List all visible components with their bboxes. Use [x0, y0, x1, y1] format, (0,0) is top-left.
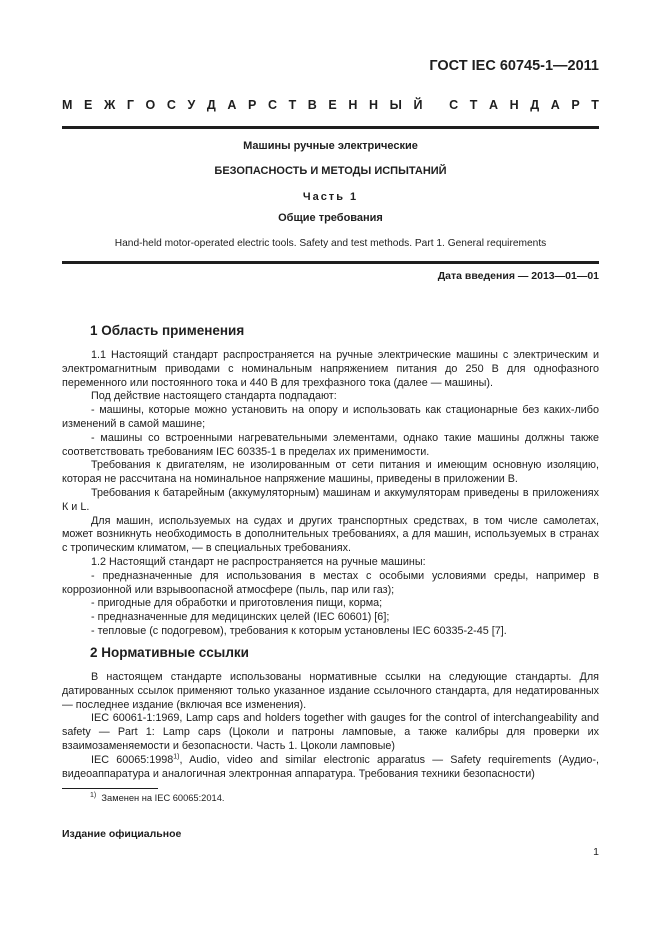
paragraph: Требования к двигателям, не изолированным от сети питания и имеющим основную изоляцию, которая не рассчитана на номинальное напряжение машины, приведены в приложении В.	[62, 459, 599, 486]
banner-letter: Д	[530, 98, 540, 112]
title-line-2: БЕЗОПАСНОСТЬ И МЕТОДЫ ИСПЫТАНИЙ	[214, 165, 447, 177]
standard-code: ГОСТ IEC 60745-1—2011	[429, 58, 599, 74]
banner-letter: Н	[368, 98, 379, 112]
paragraph: 1.2 Настоящий стандарт не распространяется на ручные машины:	[91, 555, 426, 568]
title-line-1: Машины ручные электрические	[243, 140, 418, 152]
reference-text: , Audio, video and similar electronic apparatus — Safety requirements (Аудио-, видеоаппаратура и аналогичная электронная аппаратура. Требования техники безопасности)	[62, 753, 599, 780]
banner-letter: Е	[328, 98, 337, 112]
page-number: 1	[593, 846, 599, 858]
paragraph: IEC 60061-1:1969, Lamp caps and holders together with gauges for the control of interchangeability and safety — Part 1: Lamp caps (Цоколи и патроны ламповые, а также калибры для проверки их взаимозаменяемости и безопасности. Часть 1. Цоколи ламповые)	[62, 712, 599, 752]
banner-letter: С	[166, 98, 176, 112]
introduction-date: Дата введения — 2013—01—01	[437, 270, 599, 282]
paragraph: Под действие настоящего стандарта подпадают:	[91, 390, 337, 403]
interstate-standard-banner	[62, 98, 599, 112]
footnote	[90, 793, 224, 803]
banner-letter: Ы	[389, 98, 402, 112]
banner-letter: Д	[206, 98, 216, 112]
official-edition-label: Издание официальное	[62, 828, 182, 840]
banner-letter: С	[267, 98, 277, 112]
banner-letter: Т	[591, 98, 599, 112]
footnote-number: 1)	[90, 791, 97, 799]
paragraph: Для машин, используемых на судах и других транспортных средствах, в том числе самолетах, может возникнуть необходимость в дополнительных требованиях, а для машин, используемых в странах с тропическим климатом, — в специальных требованиях.	[62, 514, 599, 555]
part-title: Общие требования	[278, 212, 383, 224]
paragraph: - предназначенные для медицинских целей (IEC 60601) [6];	[91, 611, 390, 624]
paragraph: В настоящем стандарте использованы нормативные ссылки на следующие стандарты. Для датированных ссылок применяют только указанное издание ссылочного стандарта, для недатированных — последнее издание (включая все изменения).	[62, 671, 599, 711]
footnote-marker[interactable]: 1)	[173, 753, 180, 761]
section-2-body	[62, 671, 599, 781]
banner-letter: А	[227, 98, 237, 112]
banner-letter: А	[488, 98, 498, 112]
footnote-rule	[62, 788, 158, 789]
banner-letter: Ж	[103, 98, 116, 112]
banner-letter: Т	[288, 98, 297, 112]
reference-code: IEC 60065:1998	[91, 753, 174, 766]
banner-letter	[434, 98, 437, 112]
banner-letter: А	[550, 98, 560, 112]
banner-letter: Н	[348, 98, 358, 112]
paragraph: - машины, которые можно установить на опору и использовать как стационарные без каких-либо изменений в самой машине;	[62, 404, 599, 430]
banner-letter: У	[187, 98, 196, 112]
paragraph: 1.1 Настоящий стандарт распространяется на ручные электрические машины с электрическим и электромагнитным приводами с номинальным напряжением питания до 250 В для однофазного переменного или постоянного тока и 440 В для трехфазного тока (далее — машины).	[62, 349, 599, 389]
paragraph: - тепловые (с подогревом), требования к которым установлены IEC 60335-2-45 [7].	[91, 624, 507, 637]
banner-letter: Т	[469, 98, 478, 112]
banner-letter: Й	[413, 98, 423, 112]
paragraph: - предназначенные для использования в местах с особыми условиями среды, например в коррозионной или взрывоопасной атмосфере (пыль, пар или газ);	[62, 569, 599, 596]
footnote-text: Заменен на IEC 60065:2014.	[101, 793, 225, 803]
banner-letter: О	[145, 98, 156, 112]
paragraph	[62, 754, 599, 782]
section-2-heading: 2 Нормативные ссылки	[90, 645, 249, 660]
banner-letter: М	[62, 98, 73, 112]
part-label: Часть 1	[302, 191, 359, 203]
paragraph: - машины со встроенными нагревательными элементами, однако такие машины должны также соответствовать требованиям IEC 60335-1 в пределах их применимости.	[62, 431, 599, 458]
section-1-body	[62, 349, 599, 639]
banner-letter: В	[307, 98, 317, 112]
banner-letter: Е	[84, 98, 93, 112]
header-rule	[62, 126, 599, 129]
paragraph: - пригодные для обработки и приготовления пищи, корма;	[91, 597, 383, 610]
banner-letter: С	[449, 98, 459, 112]
english-title: Hand-held motor-operated electric tools. Safety and test methods. Part 1. General requirements	[114, 238, 547, 249]
section-1-heading: 1 Область применения	[90, 323, 245, 338]
banner-letter: Н	[509, 98, 519, 112]
banner-letter: Р	[571, 98, 580, 112]
paragraph: Требования к батарейным (аккумуляторным) машинам и аккумуляторам приведены в приложениях К и L.	[62, 486, 599, 513]
title-rule	[62, 261, 599, 264]
banner-letter: Р	[248, 98, 257, 112]
banner-letter: Г	[126, 98, 134, 112]
